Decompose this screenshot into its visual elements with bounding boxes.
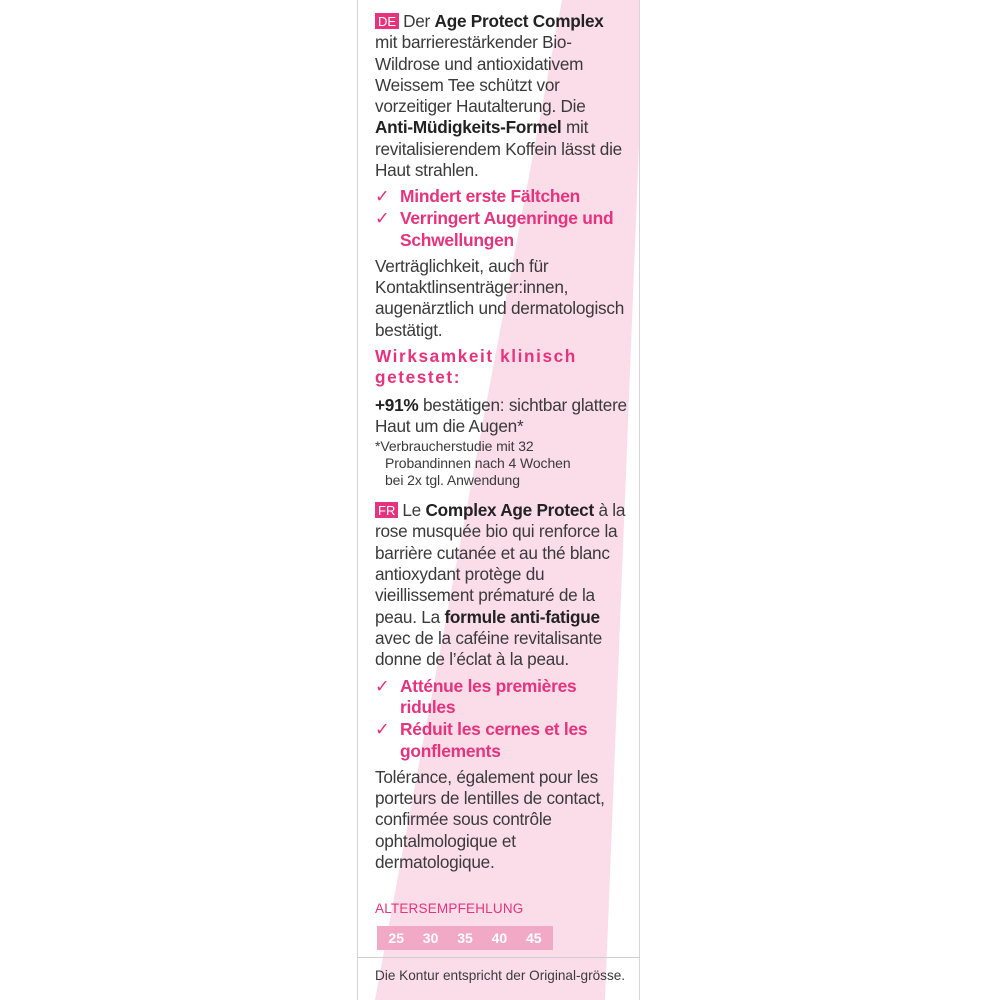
footnote-line: Probandinnen nach 4 Wochen bbox=[385, 455, 571, 472]
footnote-line: *Verbraucherstudie mit 32 bbox=[375, 438, 534, 455]
age-recommendation-bar bbox=[377, 926, 553, 950]
product-text-panel bbox=[357, 0, 640, 1000]
contour-note: Die Kontur entspricht der Original-grösse. bbox=[375, 968, 626, 983]
benefit-text: Mindert erste Fältchen bbox=[400, 186, 581, 207]
de-clinical-heading: Wirksamkeit klinisch getestet: bbox=[375, 345, 577, 388]
de-intro-mid: mit barrierestärkender Bio-Wildrose und antioxidativem Weissem Tee schützt vor vorzeitiger Hautalterung. Die bbox=[375, 32, 586, 117]
de-product-name: Age Protect Complex bbox=[434, 11, 604, 31]
de-intro-post: mit revitalisierendem Koffein lässt die Haut strahlen. bbox=[375, 117, 622, 181]
result-text: bestätigen: sichtbar glattere Haut um die Augen* bbox=[375, 394, 627, 436]
list-item bbox=[375, 186, 627, 208]
footnote-line: bei 2x tgl. Anwendung bbox=[385, 472, 520, 489]
de-intro-pre: Der bbox=[403, 11, 435, 31]
de-benefit-list bbox=[375, 186, 627, 251]
age-value: 25 bbox=[388, 930, 404, 946]
checkmark-icon: ✓ bbox=[375, 675, 390, 696]
age-recommendation-label: ALTERSEMPFEHLUNG bbox=[375, 901, 524, 916]
age-value: 30 bbox=[422, 930, 439, 946]
de-intro bbox=[375, 11, 627, 181]
divider bbox=[357, 957, 640, 958]
result-percentage: +91% bbox=[375, 394, 419, 415]
de-formula-name: Anti-Müdigkeits-Formel bbox=[375, 117, 562, 138]
content-column bbox=[375, 11, 627, 873]
fr-formula-name: formule anti-fatigue bbox=[444, 606, 600, 627]
fr-intro-pre: Le bbox=[402, 500, 426, 521]
fr-section bbox=[375, 500, 627, 873]
panel-left-edge bbox=[357, 0, 358, 1000]
fr-intro bbox=[375, 500, 627, 670]
age-value: 40 bbox=[491, 930, 508, 946]
fr-language-tag: FR bbox=[375, 502, 398, 518]
de-tolerance: Verträglichkeit, auch für Kontaktlinsenträger:innen, augenärztlich und dermatologisch bestätigt. bbox=[375, 255, 625, 340]
list-item bbox=[375, 676, 627, 720]
fr-tolerance: Tolérance, également pour les porteurs de lentilles de contact, confirmée sous contrôle ophtalmologique et dermatologique. bbox=[375, 766, 605, 872]
benefit-text: Réduit les cernes et les gonflements bbox=[400, 719, 588, 761]
checkmark-icon: ✓ bbox=[375, 208, 390, 229]
list-item bbox=[375, 208, 627, 252]
fr-intro-mid: à la rose musquée bio qui renforce la barrière cutanée et au thé blanc antioxydant protège du vieillissement prématuré de la peau. La bbox=[375, 500, 626, 627]
fr-intro-post: avec de la caféine revitalisante donne de l’éclat à la peau. bbox=[375, 627, 603, 670]
age-value: 35 bbox=[457, 930, 473, 946]
fr-benefit-list bbox=[375, 676, 627, 763]
panel-right-edge bbox=[639, 0, 640, 1000]
checkmark-icon: ✓ bbox=[375, 186, 390, 207]
de-clinical-result bbox=[375, 395, 627, 438]
checkmark-icon: ✓ bbox=[375, 719, 390, 740]
age-value: 45 bbox=[525, 930, 542, 946]
list-item bbox=[375, 719, 627, 763]
de-footnote bbox=[375, 438, 627, 489]
de-language-tag: DE bbox=[375, 13, 399, 29]
benefit-text: Verringert Augenringe und Schwellungen bbox=[400, 208, 614, 250]
de-section bbox=[375, 11, 627, 489]
fr-product-name: Complex Age Protect bbox=[425, 500, 594, 521]
benefit-text: Atténue les premières ridules bbox=[400, 675, 577, 718]
